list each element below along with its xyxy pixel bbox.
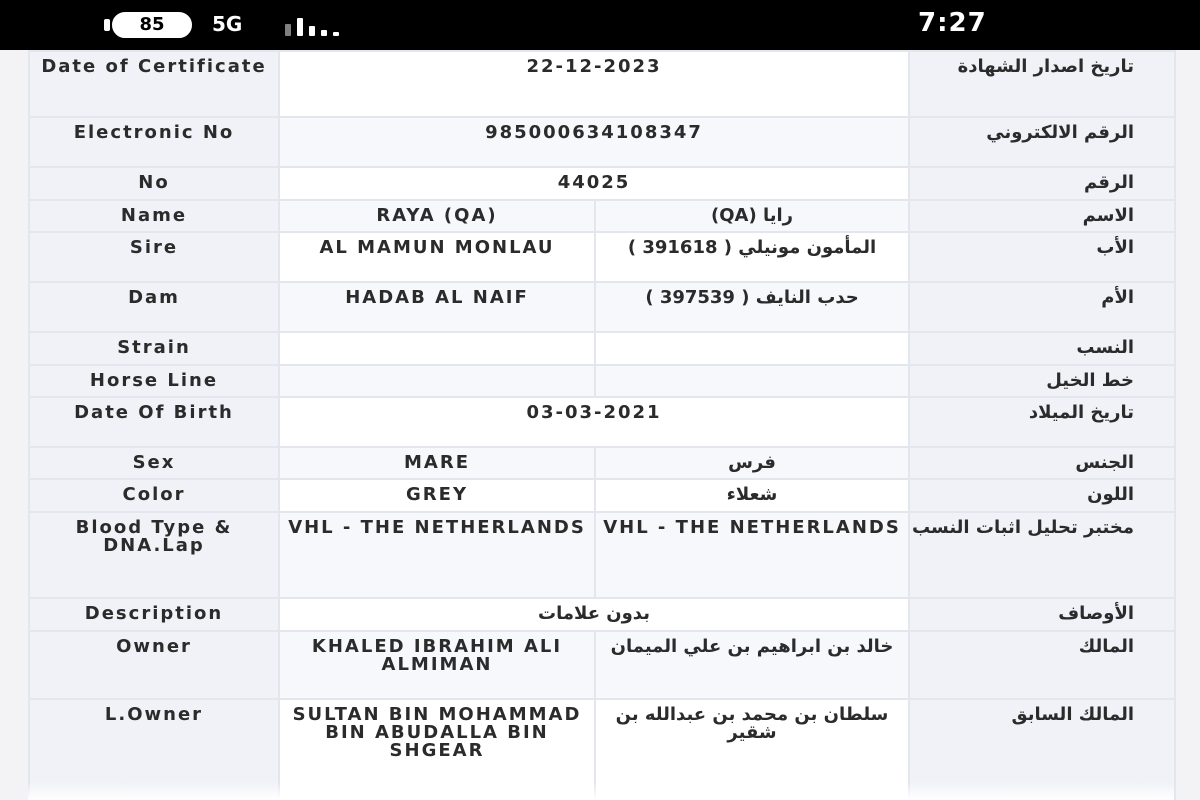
row-value-en: KHALED IBRAHIM ALI ALMIMAN <box>279 631 595 699</box>
row-label-en: Color <box>29 479 279 512</box>
row-value-en: RAYA (QA) <box>279 200 595 232</box>
row-value-en <box>279 332 595 365</box>
network-type: 5G <box>212 12 243 36</box>
row-label-en: Blood Type & DNA.Lap <box>29 512 279 598</box>
row-label-ar: المالك <box>909 631 1175 699</box>
certificate-sheet <box>28 50 1174 800</box>
row-value-ar: سلطان بن محمد بن عبدالله بن شقير <box>595 699 909 800</box>
row-label-en: Sex <box>29 447 279 479</box>
row-value: 22-12-2023 <box>279 51 909 117</box>
row-date-of-certificate <box>29 51 1175 117</box>
row-value: بدون علامات <box>279 598 909 631</box>
row-label-ar: الجنس <box>909 447 1175 479</box>
row-color <box>29 479 1175 512</box>
row-label-ar: اللون <box>909 479 1175 512</box>
row-value: 03-03-2021 <box>279 397 909 447</box>
row-no <box>29 167 1175 200</box>
row-label-ar: مختبر تحليل اثبات النسب <box>909 512 1175 598</box>
row-value-ar <box>595 332 909 365</box>
row-label-ar: الرقم الالكتروني <box>909 117 1175 167</box>
row-label-en: Date Of Birth <box>29 397 279 447</box>
scroll-fade <box>28 782 1174 800</box>
row-label-ar: خط الخيل <box>909 365 1175 397</box>
row-value-en: AL MAMUN MONLAU <box>279 232 595 282</box>
row-value-ar: رايا (QA) <box>595 200 909 232</box>
page <box>0 50 1200 800</box>
row-value-en: VHL - THE NETHERLANDS <box>279 512 595 598</box>
row-sex <box>29 447 1175 479</box>
row-value: 985000634108347 <box>279 117 909 167</box>
row-date-of-birth <box>29 397 1175 447</box>
row-value-ar: شعلاء <box>595 479 909 512</box>
row-blood-type <box>29 512 1175 598</box>
battery-icon: 85 <box>112 12 192 38</box>
row-label-en: Owner <box>29 631 279 699</box>
row-dam <box>29 282 1175 332</box>
row-label-ar: الأب <box>909 232 1175 282</box>
row-value-ar: VHL - THE NETHERLANDS <box>595 512 909 598</box>
row-value-ar: خالد بن ابراهيم بن علي الميمان <box>595 631 909 699</box>
row-label-en: Description <box>29 598 279 631</box>
row-label-en: Strain <box>29 332 279 365</box>
row-description <box>29 598 1175 631</box>
row-value: 44025 <box>279 167 909 200</box>
certificate-table <box>28 50 1176 800</box>
row-label-ar: الرقم <box>909 167 1175 200</box>
battery-cap-icon <box>104 19 110 31</box>
row-label-en: Horse Line <box>29 365 279 397</box>
row-horse-line <box>29 365 1175 397</box>
row-label-ar: الاسم <box>909 200 1175 232</box>
row-value-ar: المأمون مونيلي ( 391618 ) <box>595 232 909 282</box>
row-value-ar <box>595 365 909 397</box>
row-value-en: SULTAN BIN MOHAMMAD BIN ABUDALLA BIN SHGEAR <box>279 699 595 800</box>
row-label-ar: النسب <box>909 332 1175 365</box>
row-label-ar: تاريخ اصدار الشهادة <box>909 51 1175 117</box>
row-value-en: MARE <box>279 447 595 479</box>
row-label-en: Name <box>29 200 279 232</box>
row-label-en: Date of Certificate <box>29 51 279 117</box>
row-label-ar: الأم <box>909 282 1175 332</box>
row-strain <box>29 332 1175 365</box>
row-electronic-no <box>29 117 1175 167</box>
status-bar <box>0 0 1200 50</box>
row-value-ar: حدب النايف ( 397539 ) <box>595 282 909 332</box>
signal-icon <box>285 14 355 36</box>
row-label-ar: الأوصاف <box>909 598 1175 631</box>
row-label-en: Dam <box>29 282 279 332</box>
row-label-en: Sire <box>29 232 279 282</box>
row-label-en: No <box>29 167 279 200</box>
row-value-ar: فرس <box>595 447 909 479</box>
clock: 7:27 <box>918 8 987 38</box>
row-value-en: GREY <box>279 479 595 512</box>
row-value-en <box>279 365 595 397</box>
row-value-en: HADAB AL NAIF <box>279 282 595 332</box>
row-sire <box>29 232 1175 282</box>
row-label-en: L.Owner <box>29 699 279 800</box>
row-owner <box>29 631 1175 699</box>
row-label-en: Electronic No <box>29 117 279 167</box>
row-label-ar: المالك السابق <box>909 699 1175 800</box>
row-label-ar: تاريخ الميلاد <box>909 397 1175 447</box>
row-name <box>29 200 1175 232</box>
